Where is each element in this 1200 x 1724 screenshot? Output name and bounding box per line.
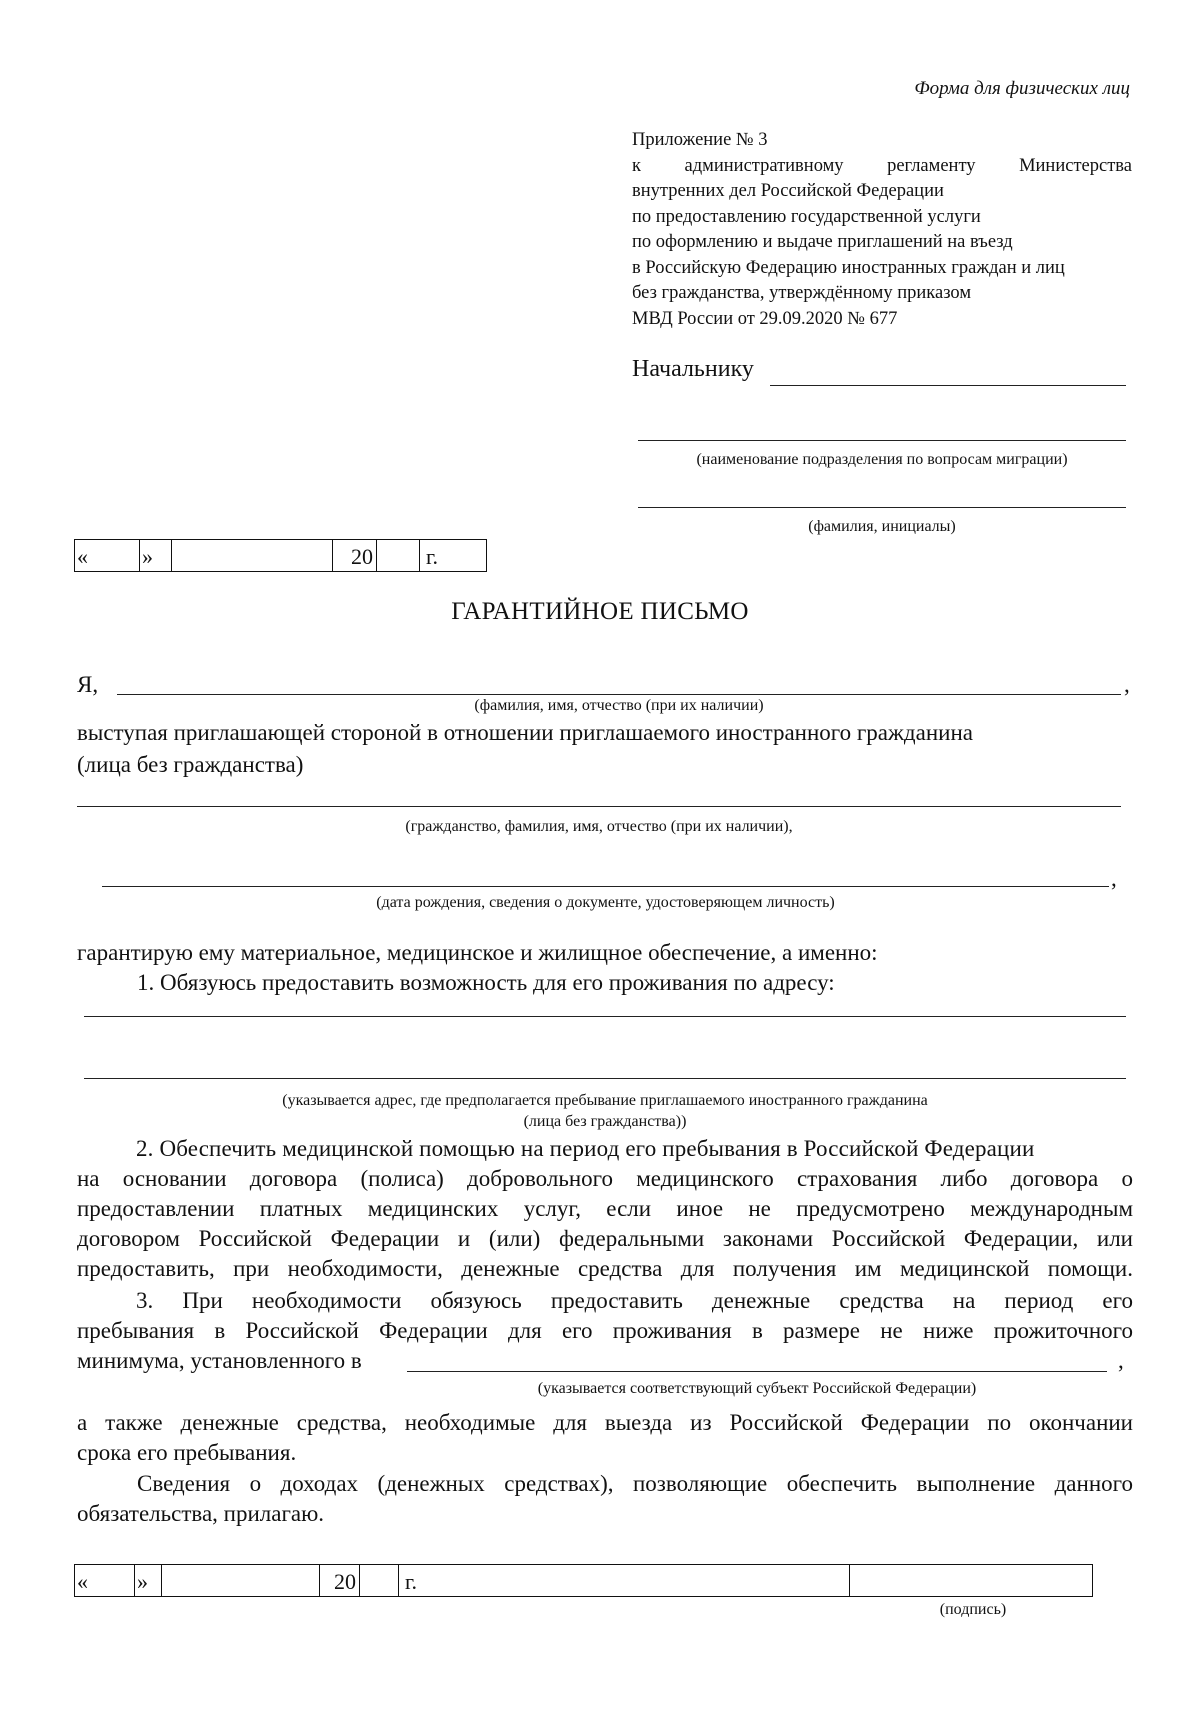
appendix-line: по оформлению и выдаче приглашений на въезд	[632, 232, 1013, 252]
address-field-1[interactable]	[84, 1016, 1126, 1017]
item-2-line: договором Российской Федерации и (или) федеральными законами Российской Федерации, или	[77, 1226, 1133, 1251]
caption-citizenship: (гражданство, фамилия, имя, отчество (при их наличии),	[405, 818, 793, 835]
date-quote-cell: »	[140, 540, 172, 572]
date-year-suffix: г.	[399, 1565, 850, 1597]
document-title: ГАРАНТИЙНОЕ ПИСЬМО	[451, 598, 749, 625]
date-day-cell[interactable]: «	[75, 1565, 135, 1597]
comma: ,	[1118, 1348, 1124, 1373]
appendix-line: в Российскую Федерацию иностранных граждан и лиц	[632, 257, 1065, 278]
item-3-last-line: минимума, установленного в	[77, 1348, 362, 1373]
form-type-label: Форма для физических лиц	[914, 78, 1130, 99]
date-month-cell[interactable]	[162, 1565, 320, 1597]
item-2-line: предоставлении платных медицинских услуг, если иное не предусмотрено международным	[77, 1196, 1133, 1221]
item-2-line: 2. Обеспечить медицинской помощью на период его пребывания в Российской Федерации	[136, 1136, 1035, 1161]
comma: ,	[1111, 866, 1117, 891]
appendix-block	[632, 128, 1132, 332]
division-field[interactable]	[638, 440, 1126, 441]
date-day-cell[interactable]: «	[75, 540, 140, 572]
caption-address-1: (указывается адрес, где предполагается пребывание приглашаемого иностранного гражданина	[282, 1092, 928, 1109]
region-field[interactable]	[407, 1371, 1107, 1372]
appendix-line-justified: к административному регламенту Министерства	[632, 155, 1132, 176]
guarantee-line: гарантирую ему материальное, медицинское и жилищное обеспечение, а именно:	[77, 940, 878, 965]
acting-line-2: (лица без гражданства)	[77, 752, 304, 777]
income-line-2: обязательства, прилагаю.	[77, 1501, 325, 1526]
address-field-2[interactable]	[84, 1078, 1126, 1079]
date-year-suffix: г.	[420, 540, 487, 572]
caption-fio: (фамилия, имя, отчество (при их наличии)	[474, 697, 764, 714]
date-year-prefix: 20	[333, 540, 377, 572]
date-quote-cell: »	[135, 1565, 162, 1597]
birth-document-field[interactable]	[102, 886, 1109, 887]
appendix-line: МВД России от 29.09.2020 № 677	[632, 308, 898, 329]
caption-birth: (дата рождения, сведения о документе, удостоверяющем личность)	[376, 894, 835, 911]
fio-field[interactable]	[117, 694, 1121, 695]
caption-region: (указывается соответствующий субъект Российской Федерации)	[537, 1380, 977, 1397]
date-year-cell[interactable]	[377, 540, 420, 572]
income-line-1: Сведения о доходах (денежных средствах), позволяющие обеспечить выполнение данного	[137, 1471, 1133, 1496]
addressee-label: Начальнику	[632, 356, 754, 382]
appendix-line: без гражданства, утверждённому приказом	[632, 283, 972, 303]
date-year-prefix: 20	[320, 1565, 360, 1597]
item-1: 1. Обязуюсь предоставить возможность для его проживания по адресу:	[137, 970, 835, 995]
item-2-line: на основании договора (полиса) добровольного медицинского страхования либо договора о	[77, 1166, 1133, 1191]
caption-division: (наименование подразделения по вопросам миграции)	[696, 451, 1068, 468]
caption-signature: (подпись)	[939, 1601, 1007, 1618]
addressee-field[interactable]	[770, 385, 1126, 386]
comma: ,	[1124, 672, 1130, 697]
caption-name: (фамилия, инициалы)	[808, 518, 956, 535]
date-box-top	[74, 539, 487, 572]
caption-address-2: (лица без гражданства))	[523, 1113, 687, 1130]
also-line: а также денежные средства, необходимые для выезда из Российской Федерации по окончании	[77, 1410, 1133, 1435]
signature-cell[interactable]	[850, 1565, 1093, 1597]
also-last-line: срока его пребывания.	[77, 1440, 297, 1465]
date-year-cell[interactable]	[360, 1565, 399, 1597]
appendix-line: по предоставлению государственной услуги	[632, 206, 981, 227]
citizenship-field[interactable]	[77, 806, 1121, 807]
item-2-line: предоставить, при необходимости, денежные средства для получения им медицинской помощи.	[77, 1256, 1133, 1281]
appendix-line: внутренних дел Российской Федерации	[632, 181, 944, 201]
i-label: Я,	[77, 672, 99, 697]
date-box-bottom	[74, 1564, 1093, 1597]
item-3-line: пребывания в Российской Федерации для его проживания в размере не ниже прожиточного	[77, 1318, 1133, 1343]
date-month-cell[interactable]	[172, 540, 333, 572]
item-3-line: 3. При необходимости обязуюсь предоставить денежные средства на период его	[136, 1288, 1133, 1313]
appendix-line: Приложение № 3	[632, 130, 768, 150]
name-field[interactable]	[638, 507, 1126, 508]
acting-line-1: выступая приглашающей стороной в отношении приглашаемого иностранного гражданина	[77, 720, 973, 745]
